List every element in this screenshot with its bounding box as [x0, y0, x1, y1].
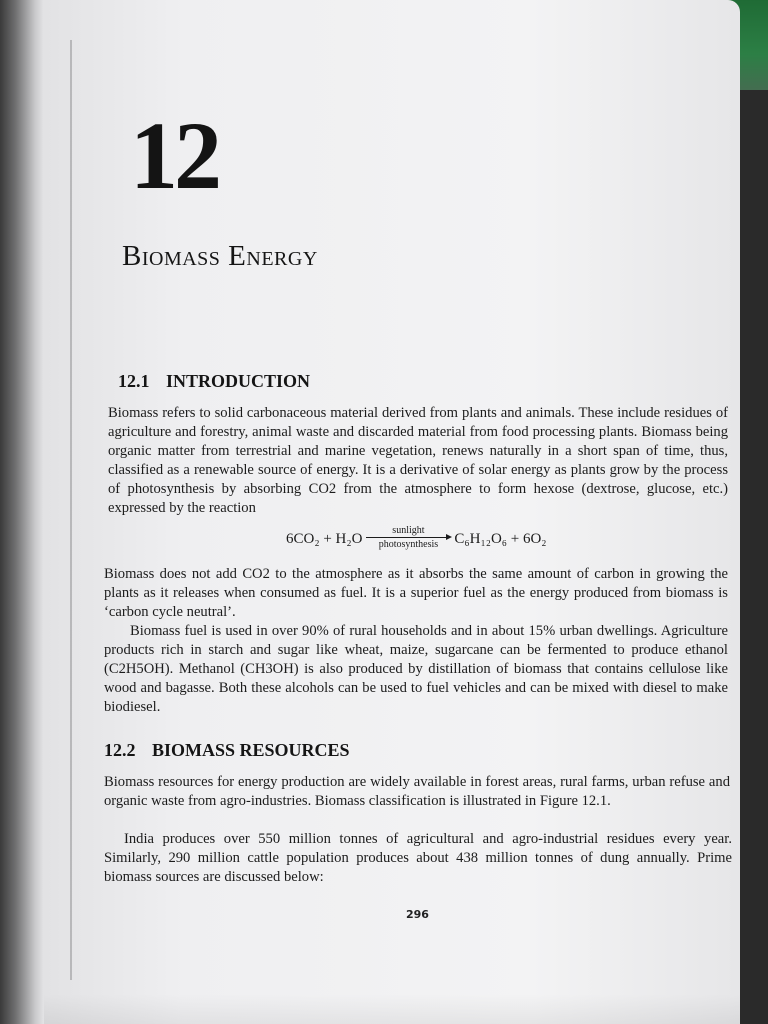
section-number: 12.2 — [104, 740, 136, 760]
section-title: BIOMASS RESOURCES — [152, 740, 350, 760]
reaction-arrow — [366, 525, 450, 550]
section-heading-biomass-resources — [104, 740, 350, 761]
photosynthesis-equation — [286, 527, 547, 552]
chapter-title: Biomass Energy — [122, 240, 318, 272]
section-number: 12.1 — [118, 371, 150, 391]
equation-rhs: C₆H₁₂O₆ + 6O₂ — [454, 531, 547, 547]
chapter-number: 12 — [130, 102, 218, 209]
arrow-icon — [366, 537, 450, 538]
resources-paragraph-1: Biomass resources for energy production are widely available in forest areas, rural farms, urban refuse and organic waste from agro-industries. Biomass classification is illustrated in Figure 12.1. — [104, 774, 730, 809]
background-edge — [738, 90, 768, 1024]
section-heading-introduction — [118, 371, 310, 392]
page-margin-line — [70, 40, 72, 980]
resources-paragraph-2: India produces over 550 million tonnes of agricultural and agro-industrial residues every year. Similarly, 290 million cattle population produces about 438 million tonnes of dung annually. Prime biomass sources are discussed below: — [104, 831, 732, 885]
section-title: INTRODUCTION — [166, 371, 311, 391]
page-content — [104, 0, 734, 1024]
arrow-label-top: sunlight — [392, 525, 425, 536]
page-number: 296 — [406, 908, 429, 921]
intro-paragraph-3: Biomass fuel is used in over 90% of rural households and in about 15% urban dwellings. Agriculture products rich in starch and sugar like wheat, maize, sugarcane can be fermented to produce ethanol (C2H5OH). Methanol (CH3OH) is also produced by distillation of biomass that contains cellulose like wood and bagasse. Both these alcohols can be used to fuel vehicles and can be mixed with diesel to make biodiesel. — [104, 623, 728, 715]
arrow-label-bottom: photosynthesis — [378, 539, 439, 550]
intro-paragraph-2: Biomass does not add CO2 to the atmosphere as it absorbs the same amount of carbon in growing the plants as it releases when consumed as fuel. It is a superior fuel as the energy produced from biomass is ‘carbon cycle neutral’. — [104, 566, 728, 620]
equation-lhs: 6CO₂ + H₂O — [286, 531, 363, 547]
intro-paragraph-1: Biomass refers to solid carbonaceous material derived from plants and animals. These include residues of agriculture and forestry, animal waste and discarded material from food processing plants. Biomass being organic matter from terrestrial and marine vegetation, renews naturally in a short span of time, thus, classified as a renewable source of energy. It is a derivative of solar energy as plants grow by the process of photosynthesis by absorbing CO2 from the atmosphere to form hexose (dextrose, glucose, etc.) expressed by the reaction — [108, 405, 728, 516]
binding-shadow — [0, 0, 44, 1024]
